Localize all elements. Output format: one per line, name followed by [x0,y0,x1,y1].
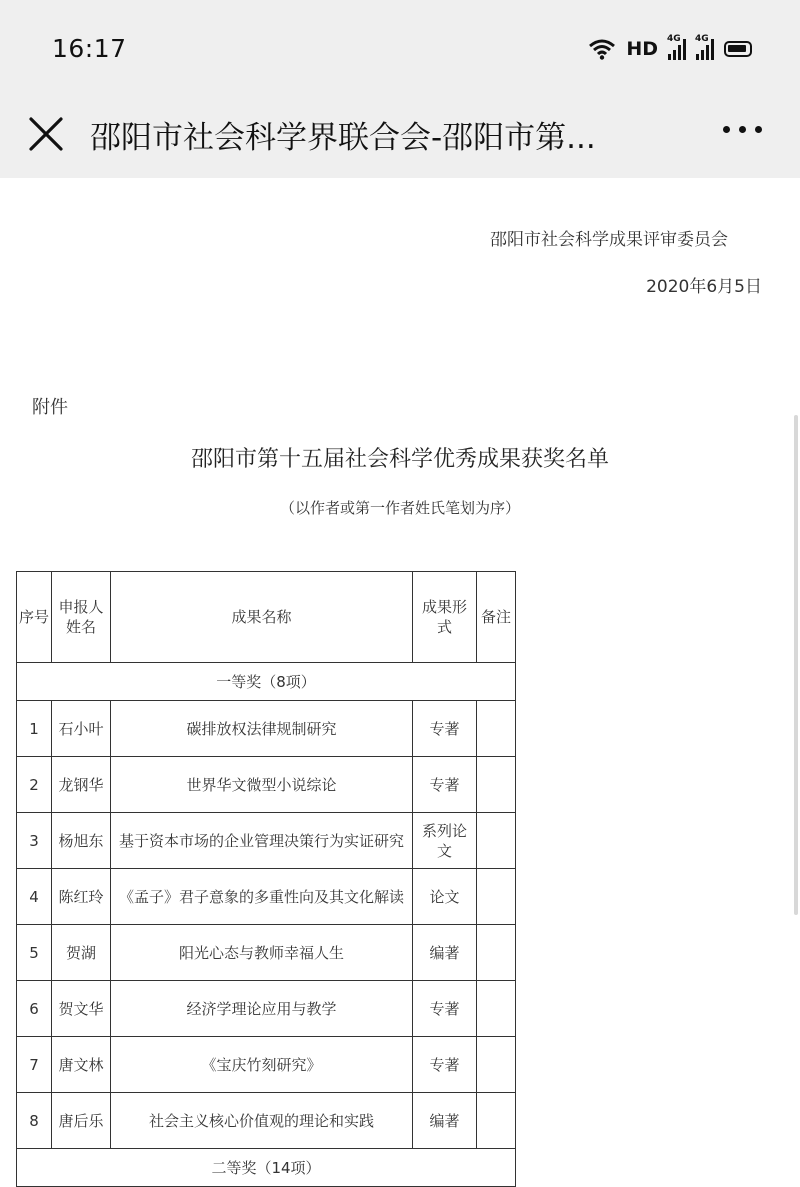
row-form: 编著 [413,925,477,981]
row-seq: 2 [17,757,52,813]
row-remark [477,981,516,1037]
row-title: 基于资本市场的企业管理决策行为实证研究 [111,813,413,869]
row-form: 编著 [413,1093,477,1149]
row-name: 唐后乐 [52,1093,111,1149]
row-name: 龙钢华 [52,757,111,813]
row-title: 《孟子》君子意象的多重性向及其文化解读 [111,869,413,925]
document-subtitle: （以作者或第一作者姓氏笔划为序） [279,499,520,517]
document-title: 邵阳市第十五届社会科学优秀成果获奖名单 [190,447,609,472]
row-remark [477,701,516,757]
row-title: 经济学理论应用与教学 [111,981,413,1037]
table-row [17,813,516,869]
row-remark [477,1037,516,1093]
row-seq: 8 [17,1093,52,1149]
header-form: 成果形式 [413,572,477,663]
title-bar [0,96,800,178]
row-form: 专著 [413,757,477,813]
more-icon[interactable] [723,126,762,133]
row-seq: 4 [17,869,52,925]
status-icons [588,36,752,62]
row-form: 系列论文 [413,813,477,869]
row-title: 《宝庆竹刻研究》 [111,1037,413,1093]
committee-name: 邵阳市社会科学成果评审委员会 [490,230,728,250]
scrollbar[interactable] [794,415,798,915]
row-form: 专著 [413,701,477,757]
battery-icon [724,41,752,57]
row-name: 贺湖 [52,925,111,981]
row-remark [477,925,516,981]
table-row [17,701,516,757]
table-row [17,757,516,813]
table-row [17,1037,516,1093]
section-row [17,663,516,701]
row-title: 世界华文微型小说综论 [111,757,413,813]
signal-icon [695,34,714,60]
row-seq: 7 [17,1037,52,1093]
row-remark [477,813,516,869]
status-time: 16:17 [52,34,127,63]
table-row [17,981,516,1037]
row-name: 贺文华 [52,981,111,1037]
row-name: 石小叶 [52,701,111,757]
row-name: 杨旭东 [52,813,111,869]
row-seq: 6 [17,981,52,1037]
attachment-label: 附件 [32,397,68,418]
row-form: 专著 [413,1037,477,1093]
page-title: 邵阳市社会科学界联合会-邵阳市第... [90,120,596,156]
section-row [17,1149,516,1187]
signal-icon [667,34,686,60]
table-row [17,925,516,981]
row-title: 阳光心态与教师幸福人生 [111,925,413,981]
table-row [17,1093,516,1149]
awards-table [16,571,516,1187]
row-name: 唐文林 [52,1037,111,1093]
section-second-prize: 二等奖（14项） [17,1149,516,1187]
row-title: 碳排放权法律规制研究 [111,701,413,757]
close-icon[interactable] [26,114,66,154]
row-seq: 3 [17,813,52,869]
header-applicant: 申报人姓名 [52,572,111,663]
row-remark [477,869,516,925]
header-remark: 备注 [477,572,516,663]
header-seq: 序号 [17,572,52,663]
signal-label: 4G [695,34,709,44]
table-header-row [17,572,516,663]
row-seq: 1 [17,701,52,757]
row-remark [477,1093,516,1149]
network-hd-label: HD [626,38,658,60]
document-content [8,178,792,1177]
row-form: 论文 [413,869,477,925]
section-first-prize: 一等奖（8项） [17,663,516,701]
row-seq: 5 [17,925,52,981]
signal-label: 4G [667,34,681,44]
row-remark [477,757,516,813]
table-row [17,869,516,925]
header-achievement: 成果名称 [111,572,413,663]
row-title: 社会主义核心价值观的理论和实践 [111,1093,413,1149]
status-bar [0,0,800,96]
row-name: 陈红玲 [52,869,111,925]
document-date: 2020年6月5日 [646,277,762,297]
wifi-icon [588,38,616,60]
row-form: 专著 [413,981,477,1037]
